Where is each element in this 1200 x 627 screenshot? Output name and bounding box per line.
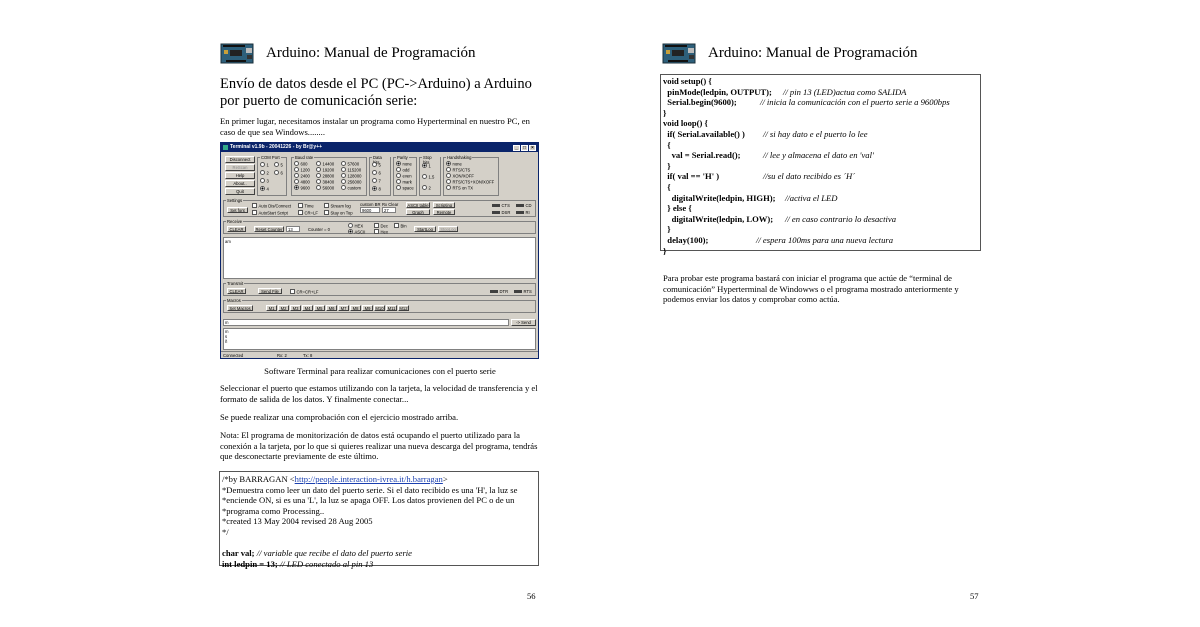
code-text: } else { xyxy=(663,203,692,214)
code-comment: // LED conectado al pin 13 xyxy=(279,558,374,569)
stop-log-button[interactable]: StopLog xyxy=(438,226,458,232)
arduino-board-icon xyxy=(220,41,254,65)
autostart-script-checkbox[interactable]: AutoStart Script xyxy=(252,210,288,216)
cts-indicator: CTS xyxy=(492,203,510,208)
quit-button[interactable]: Quit xyxy=(225,188,255,195)
macro-button[interactable]: M5 xyxy=(314,305,325,311)
code-text: } xyxy=(663,245,667,256)
rescan-button[interactable]: ReScan xyxy=(225,164,255,171)
code-text: /*by BARRAGAN < xyxy=(222,474,295,484)
handshaking-option[interactable]: RTS on TX xyxy=(446,185,473,191)
time-checkbox[interactable]: Time xyxy=(298,203,314,209)
intro-paragraph: En primer lugar, necesitamos instalar un programa como Hyperterminal en nuestro PC, en caso de que sea Windows........ xyxy=(220,116,530,137)
code-text: { xyxy=(663,139,671,150)
code-text: } xyxy=(663,160,671,171)
code-line xyxy=(663,76,980,87)
handshaking-option[interactable]: none xyxy=(446,161,462,167)
code-text: val = Serial.read(); xyxy=(663,150,741,161)
code-line: *Demuestra como leer un dato del puerto serie. Si el dato recibido es una 'H', la luz se xyxy=(222,484,518,495)
macros-label: Macros xyxy=(227,298,241,303)
code-line xyxy=(222,559,538,570)
macro-button[interactable]: M7 xyxy=(338,305,349,311)
macro-button[interactable]: M10 xyxy=(375,306,384,311)
macro-button[interactable]: M1 xyxy=(266,305,277,311)
transmit-line: s xyxy=(225,334,228,339)
auto-dis-connect-checkbox[interactable]: Auto Dis/Connect xyxy=(252,203,291,209)
hex-radio[interactable]: HEX xyxy=(348,223,363,229)
code-text: Serial.begin(9600); xyxy=(663,97,737,108)
stop-bits-option[interactable]: 2 xyxy=(422,185,431,191)
baud-option[interactable]: 128000 xyxy=(341,173,361,179)
com-port-option[interactable]: 2 xyxy=(260,170,269,176)
help-button[interactable]: Help xyxy=(225,172,255,179)
status-rx: Rx: 2 xyxy=(277,353,287,358)
dsr-indicator: DSR xyxy=(492,210,510,215)
stream-log-checkbox[interactable]: Stream log xyxy=(324,203,351,209)
receive-text: am xyxy=(225,239,231,244)
code-line: *created 13 May 2004 revised 28 Aug 2005 xyxy=(222,516,373,527)
code-line xyxy=(663,203,980,214)
data-bits-label: Data bits xyxy=(372,155,390,165)
baud-option[interactable]: 19200 xyxy=(316,167,334,173)
rx-clear-input[interactable]: 27 xyxy=(382,207,396,213)
macro-button[interactable]: M2 xyxy=(278,305,289,311)
macro-button[interactable]: M12 xyxy=(399,306,408,311)
page-title: Arduino: Manual de Programación xyxy=(708,44,918,61)
com-port-option[interactable]: 4 xyxy=(260,186,269,192)
com-port-option[interactable]: 6 xyxy=(274,170,283,176)
paragraph-select-port: Seleccionar el puerto que estamos utilizando con la tarjeta, la velocidad de transferencia y el formato de salida de los datos. Y finalmente conectar... xyxy=(220,383,538,404)
closing-paragraph: Para probar este programa bastará con iniciar el programa que actúe de “terminal de comunicación” Hyperterminal de Windowws o el programa mostrado anteriormente y podemos enviar los datos y comprobar como actúa. xyxy=(663,273,959,305)
status-connected: Connected xyxy=(223,353,244,358)
transmit-line: ñ xyxy=(225,339,228,344)
receive-group xyxy=(223,221,536,234)
handshaking-option[interactable]: XON/XOFF xyxy=(446,173,474,179)
ascii-table-button[interactable]: ASCII table xyxy=(407,203,429,208)
baud-option[interactable]: 9600 xyxy=(294,185,310,191)
code-text: if( val == 'H' ) xyxy=(663,171,720,182)
code-line xyxy=(663,171,980,182)
cd-indicator: CD xyxy=(516,203,532,208)
stop-bits-option[interactable]: 1 xyxy=(422,163,431,169)
baud-option[interactable]: 14400 xyxy=(316,161,334,167)
code-text: digitalWrite(ledpin, HIGH); xyxy=(663,192,776,203)
stop-bits-label: Stop bits xyxy=(422,155,440,165)
code-line xyxy=(663,182,980,193)
status-bar xyxy=(221,351,538,358)
code-text: delay(100); xyxy=(663,234,709,245)
baud-option[interactable]: 56000 xyxy=(316,185,334,191)
code-comment: // en caso contrario lo desactiva xyxy=(785,213,896,224)
set-font-button[interactable]: Set font xyxy=(227,207,248,213)
parity-option[interactable]: odd xyxy=(396,167,410,173)
code-listing-main xyxy=(660,74,981,256)
parity-option[interactable]: none xyxy=(396,161,412,167)
baud-rate-group xyxy=(291,157,367,196)
transmit-clear-button[interactable]: CLEAR xyxy=(227,288,246,294)
transmit-label: Transmit xyxy=(227,281,244,286)
data-bits-option[interactable]: 5 xyxy=(372,162,381,168)
about-button[interactable]: About.. xyxy=(225,180,255,187)
rx-clear-label: Rx Clear xyxy=(382,202,399,207)
graph-button[interactable]: Graph xyxy=(406,209,430,215)
maximize-icon[interactable]: □ xyxy=(522,144,527,151)
start-log-button[interactable]: StartLog xyxy=(414,226,436,232)
custom-br-input[interactable]: 9600 xyxy=(360,207,380,213)
minimize-icon[interactable]: _ xyxy=(513,145,520,151)
code-text: } xyxy=(663,107,667,118)
code-line xyxy=(663,118,980,129)
stay-on-top-checkbox[interactable]: Stay on Top xyxy=(324,210,353,216)
code-comment: //activa el LED xyxy=(785,192,838,203)
com-port-label: COM Port xyxy=(261,155,280,160)
transmit-group xyxy=(223,283,536,296)
ascii-radio[interactable]: ASCII xyxy=(348,229,365,235)
code-line: *enciende ON, si es una 'L', la luz se apaga OFF. Los datos provienen del PC o de un xyxy=(222,495,515,506)
code-listing-header xyxy=(219,471,539,569)
data-bits-option[interactable]: 6 xyxy=(372,170,381,176)
code-text: int ledpin = 13; xyxy=(222,558,278,569)
code-line xyxy=(663,108,980,119)
page-header xyxy=(220,38,476,68)
macros-group xyxy=(223,300,536,313)
receive-area[interactable] xyxy=(223,237,536,279)
code-line xyxy=(663,150,980,161)
send-file-button[interactable]: Send File xyxy=(258,288,282,294)
code-text: void loop() { xyxy=(663,118,708,129)
code-line xyxy=(663,224,980,235)
page-header xyxy=(662,38,918,68)
terminal-window xyxy=(220,142,539,359)
ri-indicator: RI xyxy=(516,210,530,215)
terminal-title: Terminal v1.9b - 20041226 - by Br@y++ xyxy=(230,144,323,150)
parity-option[interactable]: even xyxy=(396,173,412,179)
code-line xyxy=(222,548,538,559)
dec-checkbox[interactable]: Dec xyxy=(374,223,388,229)
code-line: *programa como Processing.. xyxy=(222,505,325,516)
section-title: Envío de datos desde el PC (PC->Arduino) a Arduino por puerto de comunicación serie: xyxy=(220,76,532,109)
macro-button[interactable]: M9 xyxy=(362,305,373,311)
com-port-option[interactable]: 1 xyxy=(260,162,269,168)
dtr-indicator[interactable]: DTR xyxy=(490,289,508,294)
page-number: 57 xyxy=(970,591,979,601)
code-comment: //su el dato recibido es ´H´ xyxy=(763,171,856,182)
paragraph-note: Nota: El programa de monitorización de datos está ocupando el puerto utilizado para la conexión a la tarjeta, por lo que si quieres realizar una nueva descarga del programa, tendrás que desconectarte previamente de este último. xyxy=(220,430,538,462)
baud-rate-label: Baud rate xyxy=(295,155,314,160)
disconnect-button[interactable]: Disconnect xyxy=(225,156,255,163)
parity-option[interactable]: space xyxy=(396,185,414,191)
stop-bits-group xyxy=(419,157,441,196)
com-port-group xyxy=(257,157,287,196)
handshaking-option[interactable]: RTS/CTS+XON/XOFF xyxy=(446,179,494,185)
baud-option[interactable]: 28800 xyxy=(316,173,334,179)
baud-option[interactable]: 115200 xyxy=(341,167,361,173)
code-text: if( Serial.available() ) xyxy=(663,128,745,139)
code-line xyxy=(663,140,980,151)
com-port-option[interactable]: 3 xyxy=(260,178,269,184)
counter-label: Counter = 0 xyxy=(308,227,330,232)
set-macros-button[interactable]: Set Macros xyxy=(227,305,253,311)
code-line xyxy=(663,161,980,172)
code-text: void setup() { xyxy=(663,76,712,86)
counter-spinner[interactable]: 13 xyxy=(286,226,300,232)
code-text: pinMode(ledpin, OUTPUT); xyxy=(663,86,772,97)
baud-option[interactable]: 1200 xyxy=(294,167,310,173)
blank-line xyxy=(222,538,538,549)
baud-option[interactable]: 256000 xyxy=(341,179,361,185)
code-text: } xyxy=(663,224,671,235)
handshaking-group xyxy=(443,157,499,196)
bin-checkbox[interactable]: Bin xyxy=(394,223,407,229)
code-text: > xyxy=(442,474,448,484)
reset-counter-button[interactable]: Reset Counter xyxy=(255,227,283,232)
code-line xyxy=(663,214,980,225)
transmit-input[interactable]: m xyxy=(223,319,509,326)
stop-bits-option[interactable]: 1.5 xyxy=(422,174,434,180)
macro-button[interactable]: M3 xyxy=(290,305,301,311)
code-line xyxy=(222,474,538,485)
code-line xyxy=(663,193,980,204)
paragraph-check: Se puede realizar una comprobación con el ejercicio mostrado arriba. xyxy=(220,412,459,422)
scripting-button[interactable]: Scripting xyxy=(433,202,455,208)
receive-clear-button[interactable]: CLEAR xyxy=(227,226,246,232)
macro-button[interactable]: M11 xyxy=(387,306,396,311)
handshaking-label: Handshaking xyxy=(447,155,472,160)
code-line xyxy=(663,129,980,140)
baud-option[interactable]: 2400 xyxy=(294,173,310,179)
page-number: 56 xyxy=(527,591,536,601)
cr-lf-checkbox[interactable]: CR=LF xyxy=(298,210,318,216)
receive-label: Receive xyxy=(227,219,243,224)
code-comment: // lee y almacena el dato en 'val' xyxy=(763,150,874,161)
code-comment: // espera 100ms para una nueva lectura xyxy=(756,234,894,245)
macro-button[interactable]: M4 xyxy=(302,305,313,311)
arduino-board-icon xyxy=(662,41,696,65)
data-bits-option[interactable]: 8 xyxy=(372,186,381,192)
code-line xyxy=(663,87,980,98)
data-bits-option[interactable]: 7 xyxy=(372,178,381,184)
code-comment: // inicia la comunicación con el puerto serie a 9600bps xyxy=(760,97,950,108)
author-link[interactable]: http://people.interaction-ivrea.it/h.barragan xyxy=(294,474,443,484)
code-text: { xyxy=(663,181,671,192)
terminal-titlebar xyxy=(221,143,538,152)
code-text: digitalWrite(ledpin, LOW); xyxy=(663,213,774,224)
settings-label: Settings xyxy=(227,198,243,203)
send-button[interactable]: -> Send xyxy=(511,319,536,326)
baud-option[interactable]: 38400 xyxy=(316,179,334,185)
data-bits-group xyxy=(369,157,391,196)
macro-button[interactable]: M8 xyxy=(350,305,361,311)
figure-caption: Software Terminal para realizar comunicaciones con el puerto serie xyxy=(264,366,496,376)
custom-br-label: custom BR xyxy=(360,202,381,207)
parity-option[interactable]: mark xyxy=(396,179,412,185)
code-line: */ xyxy=(222,526,229,537)
baud-option[interactable]: 4800 xyxy=(294,179,310,185)
close-icon[interactable]: × xyxy=(529,145,536,151)
rts-indicator[interactable]: RTS xyxy=(514,289,532,294)
transmit-line: m xyxy=(225,329,229,334)
code-comment: // pin 13 (LED)actua como SALIDA xyxy=(783,86,907,97)
code-line xyxy=(663,235,980,246)
macro-buttons xyxy=(266,305,409,311)
transmit-area[interactable] xyxy=(223,328,536,350)
code-text: char val; xyxy=(222,548,255,559)
app-icon xyxy=(223,145,228,150)
status-tx: Tx: 8 xyxy=(303,353,313,358)
baud-option[interactable]: custom xyxy=(341,185,361,191)
handshaking-option[interactable]: RTS/CTS xyxy=(446,167,470,173)
hex-checkbox[interactable]: Hex xyxy=(374,229,388,235)
code-line xyxy=(663,246,980,257)
code-line xyxy=(663,97,980,108)
code-comment: // si hay dato e el puerto lo lee xyxy=(763,128,868,139)
cr-crlf-checkbox[interactable]: CR=CR+LF xyxy=(290,289,318,295)
page-title: Arduino: Manual de Programación xyxy=(266,44,476,61)
macro-button[interactable]: M6 xyxy=(326,305,337,311)
settings-group xyxy=(223,200,536,217)
baud-option[interactable]: 57600 xyxy=(341,161,359,167)
remote-button[interactable]: Remote xyxy=(433,209,455,215)
code-comment: // variable que recibe el dato del puerto serie xyxy=(256,548,412,559)
com-port-option[interactable]: 5 xyxy=(274,162,283,168)
parity-group xyxy=(393,157,417,196)
parity-label: Parity xyxy=(397,155,408,160)
baud-option[interactable]: 600 xyxy=(294,161,308,167)
